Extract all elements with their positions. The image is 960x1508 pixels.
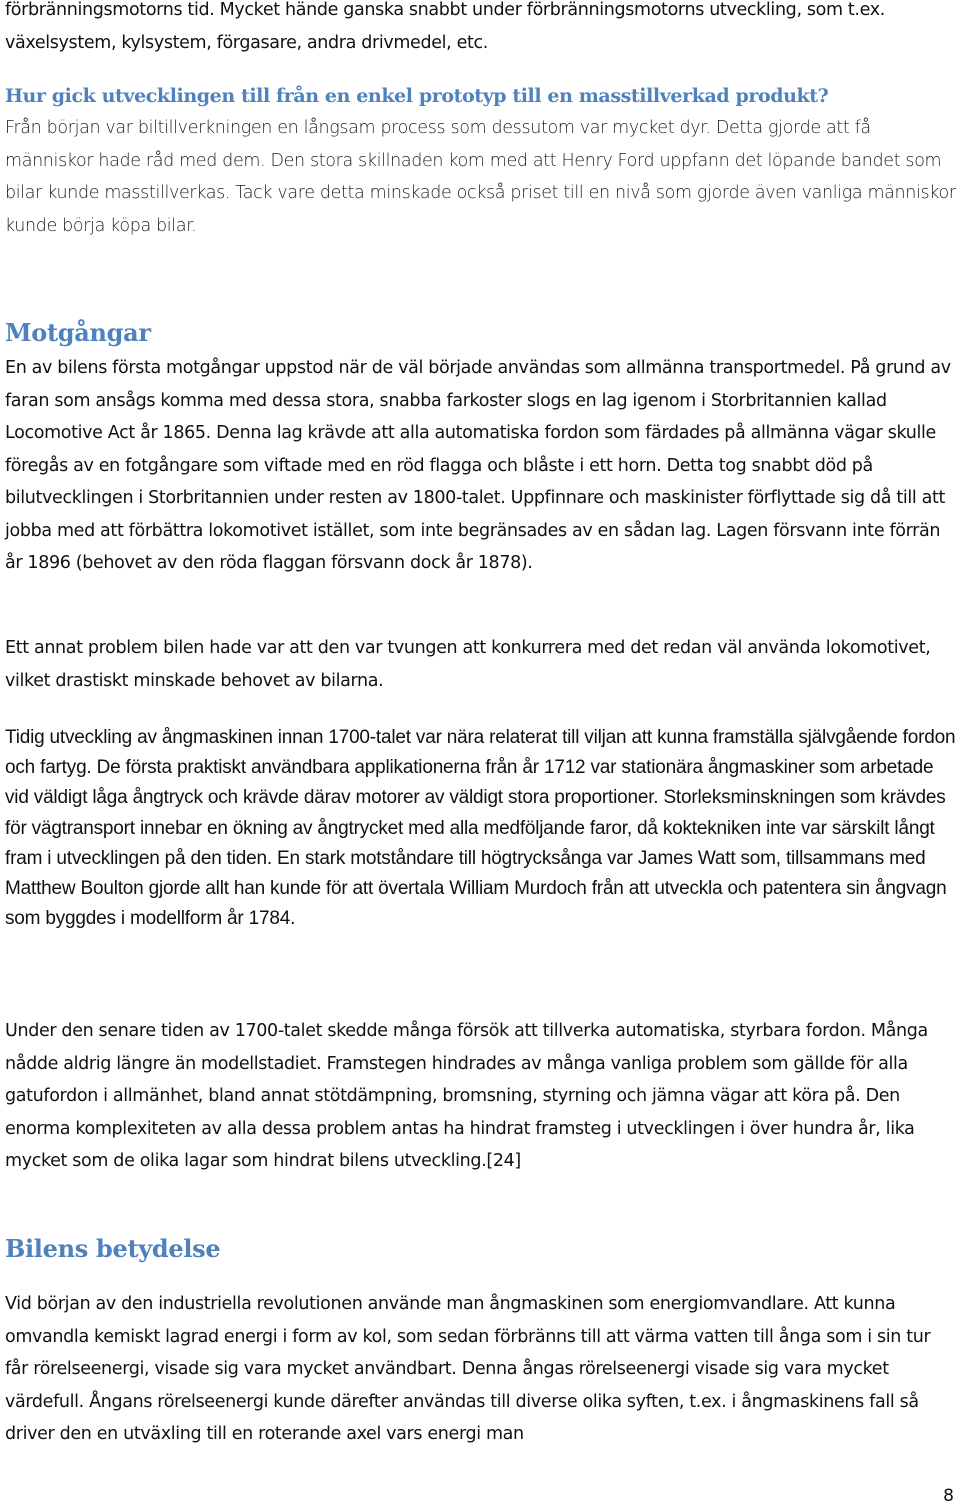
motgangar-paragraph-4: Under den senare tiden av 1700-talet skedde många försök att tillverka automatiska, styrbara fordon. Många nådde aldrig längre än modellstadiet. Framstegen hindrades av många vanliga problem som gällde för alla gatufordon i allmänhet, bland annat stötdämpning, bromsning, styrning och jämna vägar att köra på. Den enorma komplexiteten av alla dessa problem antas ha hindrat framsteg i utvecklingen i över hundra år, lika mycket som de olika lagar som hindrat bilens utveckling.[24]: [5, 1021, 928, 1171]
bilens-betydelse-heading: Bilens betydelse: [5, 1234, 221, 1263]
bilens-betydelse-paragraph: Vid början av den industriella revolutionen använde man ångmaskinen som energiomvandlare. Att kunna omvandla kemiskt lagrad energi i form av kol, som sedan förbränns till att värma vatten till ånga som i sin tur får rörelseenergi, visade sig vara mycket användbart. Denna ångas rörelseenergi visade sig vara mycket värdefull. Ångans rörelseenergi kunde därefter användas till diverse olika syften, t.ex. i ångmaskinens fall så driver den en utväxling till en roterande axel vars energi man: [5, 1294, 931, 1444]
prototype-paragraph: Från början var biltillverkningen en långsam process som dessutom var mycket dyr. Detta gjorde att få människor hade råd med dem. Den stora skillnaden kom med att Henry Ford uppfann det löpande bandet som bilar kunde masstillverkas. Tack vare detta minskade också priset till en nivå som gjorde även vanliga människor kunde börja köpa bilar.: [5, 118, 956, 236]
motgangar-paragraph-1: En av bilens första motgångar uppstod när de väl började användas som allmänna transportmedel. På grund av faran som ansågs komma med dessa stora, snabba farkoster slogs en lag igenom i Storbritannien kallad Locomotive Act år 1865. Denna lag krävde att alla automatiska fordon som färdades på allmänna vägar skulle föregås av en fotgångare som viftade med en röd flagga och blåste i ett horn. Detta tog snabbt död på bilutvecklingen i Storbritannien under resten av 1800-talet. Uppfinnare och maskinister förflyttade sig då till att jobba med att förbättra lokomotivet istället, som inte begränsades av en sådan lag. Lagen försvann inte förrän år 1896 (behovet av den röda flaggan försvann dock år 1878).: [5, 358, 951, 573]
intro-paragraph: förbränningsmotorns tid. Mycket hände ganska snabbt under förbränningsmotorns utveckling, som t.ex. växelsystem, kylsystem, förgasare, andra drivmedel, etc.: [5, 0, 885, 53]
motgangar-heading: Motgångar: [5, 318, 151, 347]
motgangar-paragraph-2: Ett annat problem bilen hade var att den var tvungen att konkurrera med det redan väl använda lokomotivet, vilket drastiskt minskade behovet av bilarna.: [5, 638, 931, 691]
prototype-question-heading: Hur gick utvecklingen till från en enkel prototyp till en masstillverkad produkt?: [5, 85, 829, 107]
page-number: 8: [943, 1486, 954, 1506]
motgangar-paragraph-3: Tidig utveckling av ångmaskinen innan 1700-talet var nära relaterat till viljan att kunna framställa självgående fordon och fartyg. De första praktiskt användbara applikationerna från år 1712 var stationära ångmaskiner som arbetade vid väldigt låga ångtryck och krävde därav motorer av väldigt stora proportioner. Storleksminskningen som krävdes för vägtransport innebar en ökning av ångtrycket med alla medföljande faror, då koktekniken inte var särskilt långt fram i utvecklingen på den tiden. En stark motståndare till högtrycksånga var James Watt som, tillsammans med Matthew Boulton gjorde allt han kunde för att övertala William Murdoch från att utveckla och patentera sin ångvagn som byggdes i modellform år 1784.: [5, 727, 956, 930]
